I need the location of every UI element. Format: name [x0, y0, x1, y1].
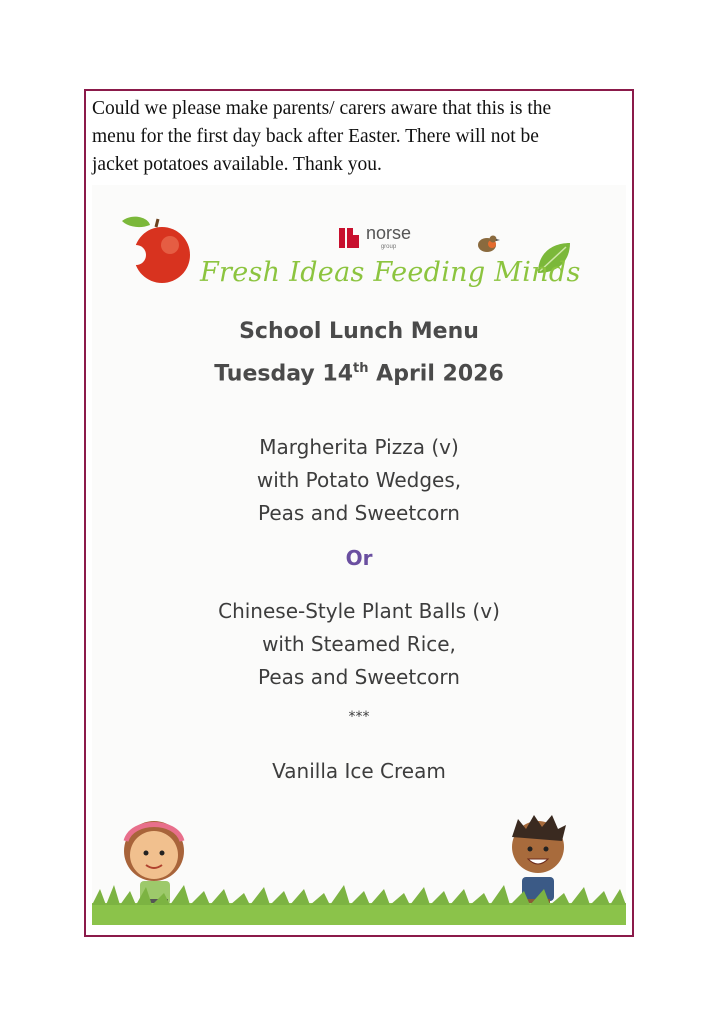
- notice-line: jacket potatoes available. Thank you.: [92, 154, 382, 175]
- option-one-line: Margherita Pizza (v): [259, 435, 459, 459]
- date-day: Tuesday 14: [214, 361, 354, 387]
- option-one-line: with Potato Wedges,: [256, 468, 462, 492]
- tagline: Fresh Ideas Feeding Minds: [200, 257, 581, 288]
- apple-icon: [112, 215, 196, 287]
- option-one: [92, 431, 626, 530]
- notice-line: menu for the first day back after Easter. There will not be: [92, 126, 539, 147]
- menu-title: School Lunch Menu: [239, 319, 479, 344]
- children-scene: [92, 785, 626, 925]
- option-two-line: with Steamed Rice,: [262, 632, 456, 656]
- notice-frame: [84, 89, 634, 937]
- notice-text: [92, 95, 622, 179]
- option-two-line: Peas and Sweetcorn: [258, 665, 460, 689]
- date-suffix: th: [353, 361, 369, 376]
- dessert: Vanilla Ice Cream: [272, 759, 446, 783]
- menu-poster: [92, 185, 626, 925]
- norse-mark-icon: [338, 227, 360, 249]
- norse-logo: [338, 225, 411, 250]
- brand-sub: group: [380, 244, 397, 250]
- separator: ***: [348, 709, 370, 725]
- date-rest: April 2026: [368, 361, 504, 387]
- or-label: Or: [345, 546, 373, 570]
- option-two-line: Chinese-Style Plant Balls (v): [218, 599, 500, 623]
- robin-icon: [475, 233, 501, 253]
- option-two: [92, 595, 626, 694]
- logo-row: [92, 185, 626, 305]
- menu-date: [92, 361, 626, 386]
- option-one-line: Peas and Sweetcorn: [258, 501, 460, 525]
- notice-line: Could we please make parents/ carers aware that this is the: [92, 98, 552, 119]
- brand-name: norse: [366, 223, 412, 243]
